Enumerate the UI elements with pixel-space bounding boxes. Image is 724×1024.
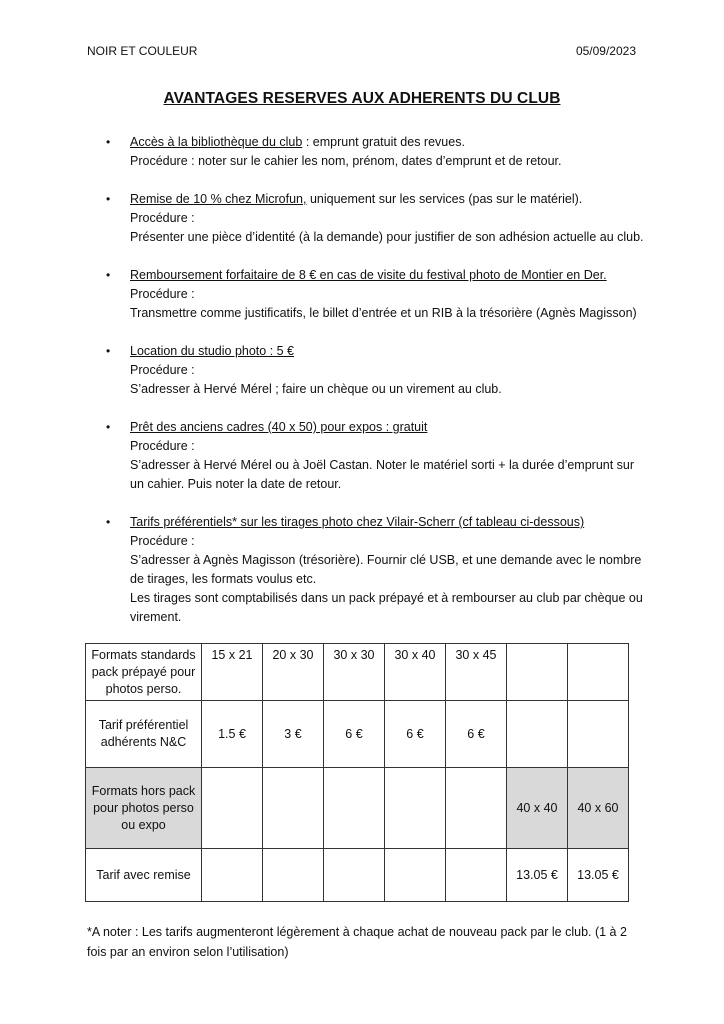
table-cell	[324, 768, 385, 849]
benefit-procedure-line: un cahier. Puis noter la date de retour.	[130, 477, 342, 491]
benefit-procedure-line: Procédure : noter sur le cahier les nom, prénom, dates d’emprunt et de retour.	[130, 154, 562, 168]
table-cell: 40 x 40	[507, 768, 568, 849]
footnote: *A noter : Les tarifs augmenteront légèrement à chaque achat de nouveau pack par le club. (1 à 2 fois par an environ selon l’utilisation)	[87, 925, 627, 959]
header-club-name: NOIR ET COULEUR	[87, 44, 198, 58]
table-row-out-of-pack-formats	[86, 768, 629, 849]
table-row-standard-formats	[86, 644, 629, 701]
benefit-heading: Tarifs préférentiels* sur les tirages photo chez Vilair-Scherr (cf tableau ci-dessous)	[130, 515, 585, 529]
table-cell	[263, 849, 324, 902]
benefit-procedure-line: Présenter une pièce d’identité (à la demande) pour justifier de son adhésion actuelle au club.	[130, 230, 644, 244]
table-cell: 6 €	[324, 701, 385, 768]
benefit-heading: Prêt des anciens cadres (40 x 50) pour expos : gratuit	[130, 420, 428, 434]
table-cell	[568, 701, 629, 768]
benefit-item-library	[106, 133, 646, 171]
table-cell-row-label: Tarif préférentiel adhérents N&C	[86, 701, 202, 768]
table-cell: 30 x 30	[324, 644, 385, 701]
benefit-item-studio	[106, 342, 646, 399]
table-cell: 1.5 €	[202, 701, 263, 768]
table-cell: 30 x 45	[446, 644, 507, 701]
table-cell: 15 x 21	[202, 644, 263, 701]
table-cell: 3 €	[263, 701, 324, 768]
benefit-heading: Remise de 10 % chez Microfun,	[130, 192, 307, 206]
table-row-preferential-rate	[86, 701, 629, 768]
benefit-heading: Remboursement forfaitaire de 8 € en cas de visite du festival photo de Montier en Der.	[130, 268, 607, 282]
bullet-icon: •	[106, 420, 111, 434]
benefit-procedure-line: Transmettre comme justificatifs, le billet d’entrée et un RIB à la trésorière (Agnès Magisson)	[130, 306, 637, 320]
benefit-item-prints	[106, 513, 646, 627]
table-cell	[202, 849, 263, 902]
table-cell: 6 €	[385, 701, 446, 768]
benefits-list	[106, 133, 646, 646]
bullet-icon: •	[106, 268, 111, 282]
benefit-procedure-line: virement.	[130, 610, 182, 624]
bullet-icon: •	[106, 135, 111, 149]
benefit-text: uniquement sur les services (pas sur le matériel).	[306, 192, 583, 206]
table-cell	[324, 849, 385, 902]
table-cell	[568, 644, 629, 701]
benefit-text: : emprunt gratuit des revues.	[302, 135, 465, 149]
bullet-icon: •	[106, 192, 111, 206]
benefit-heading: Location du studio photo : 5 €	[130, 344, 295, 358]
table-cell-row-label: Formats standards pack prépayé pour photos perso.	[86, 644, 202, 701]
bullet-icon: •	[106, 344, 111, 358]
pricing-table	[85, 643, 629, 902]
table-cell	[385, 768, 446, 849]
benefit-procedure-line: S’adresser à Hervé Mérel ou à Joël Castan. Noter le matériel sorti + la durée d’emprunt sur	[130, 458, 635, 472]
table-cell: 6 €	[446, 701, 507, 768]
benefit-procedure-line: Procédure :	[130, 287, 195, 301]
benefit-procedure-line: Procédure :	[130, 439, 195, 453]
table-cell	[507, 701, 568, 768]
table-cell: 20 x 30	[263, 644, 324, 701]
table-cell: 40 x 60	[568, 768, 629, 849]
table-cell-row-label: Formats hors pack pour photos perso ou expo	[86, 768, 202, 849]
table-row-discount-rate	[86, 849, 629, 902]
table-cell	[385, 849, 446, 902]
benefit-procedure-line: Procédure :	[130, 363, 195, 377]
table-cell	[446, 849, 507, 902]
page-title: AVANTAGES RESERVES AUX ADHERENTS DU CLUB	[163, 90, 561, 107]
table-cell	[263, 768, 324, 849]
table-cell	[507, 644, 568, 701]
benefit-procedure-line: de tirages, les formats voulus etc.	[130, 572, 317, 586]
table-cell: 13.05 €	[568, 849, 629, 902]
table-cell: 13.05 €	[507, 849, 568, 902]
bullet-icon: •	[106, 515, 111, 529]
benefit-item-frames	[106, 418, 646, 494]
benefit-procedure-line: Procédure :	[130, 534, 195, 548]
benefit-item-microfun	[106, 190, 646, 247]
benefit-heading: Accès à la bibliothèque du club	[130, 135, 303, 149]
benefit-procedure-line: S’adresser à Agnès Magisson (trésorière). Fournir clé USB, et une demande avec le nombre	[130, 553, 642, 567]
table-cell: 30 x 40	[385, 644, 446, 701]
table-cell-row-label: Tarif avec remise	[86, 849, 202, 902]
benefit-procedure-line: Procédure :	[130, 211, 195, 225]
table-cell	[202, 768, 263, 849]
benefit-item-festival	[106, 266, 646, 323]
table-cell	[446, 768, 507, 849]
benefit-procedure-line: Les tirages sont comptabilisés dans un pack prépayé et à rembourser au club par chèque ou	[130, 591, 643, 605]
header-date: 05/09/2023	[575, 44, 636, 58]
benefit-procedure-line: S’adresser à Hervé Mérel ; faire un chèque ou un virement au club.	[130, 382, 502, 396]
